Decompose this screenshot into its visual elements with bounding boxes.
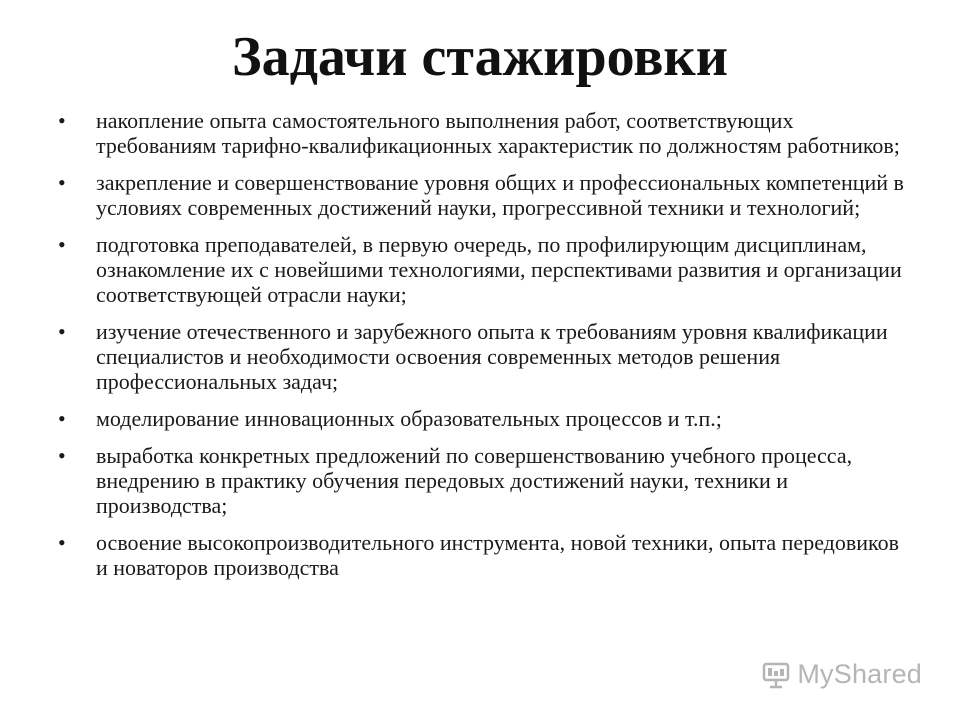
bullet-marker: • [58, 170, 66, 195]
bullet-item [58, 170, 908, 220]
bullet-marker: • [58, 232, 66, 257]
bullet-marker: • [58, 530, 66, 555]
bullet-item [58, 319, 908, 394]
bullet-item [58, 530, 908, 580]
slide-title: Задачи стажировки [232, 26, 728, 88]
bullet-text: выработка конкретных предложений по совершенствованию учебного процесса, внедрению в практику обучения передовых достижений науки, техники и производства; [96, 443, 853, 518]
bullet-text: изучение отечественного и зарубежного опыта к требованиям уровня квалификации специалистов и необходимости освоения современных методов решения профессиональных задач; [96, 319, 888, 394]
bullet-text: подготовка преподавателей, в первую очередь, по профилирующим дисциплинам, ознакомление их с новейшими технологиями, перспективами развития и организации соответствующей отрасли науки; [96, 232, 902, 307]
bullet-marker: • [58, 406, 66, 431]
bullet-text: накопление опыта самостоятельного выполнения работ, соответствующих требованиям тарифно-квалификационных характеристик по должностям работников; [96, 108, 900, 158]
bullet-text: освоение высокопроизводительного инструмента, новой техники, опыта передовиков и новаторов производства [96, 530, 899, 580]
bullet-item [58, 443, 908, 518]
bullet-list [58, 108, 908, 592]
bullet-item [58, 232, 908, 307]
watermark-logo[interactable] [761, 659, 922, 690]
bullet-marker: • [58, 443, 66, 468]
bullet-item [58, 108, 908, 158]
bullet-text: моделирование инновационных образовательных процессов и т.п.; [96, 406, 722, 431]
bullet-marker: • [58, 319, 66, 344]
presentation-board-icon [761, 660, 791, 690]
bullet-text: закрепление и совершенствование уровня общих и профессиональных компетенций в условиях современных достижений науки, прогрессивной техники и технологий; [96, 170, 904, 220]
bullet-marker: • [58, 108, 66, 133]
watermark-text: MyShared [797, 659, 922, 689]
bullet-item [58, 406, 908, 431]
